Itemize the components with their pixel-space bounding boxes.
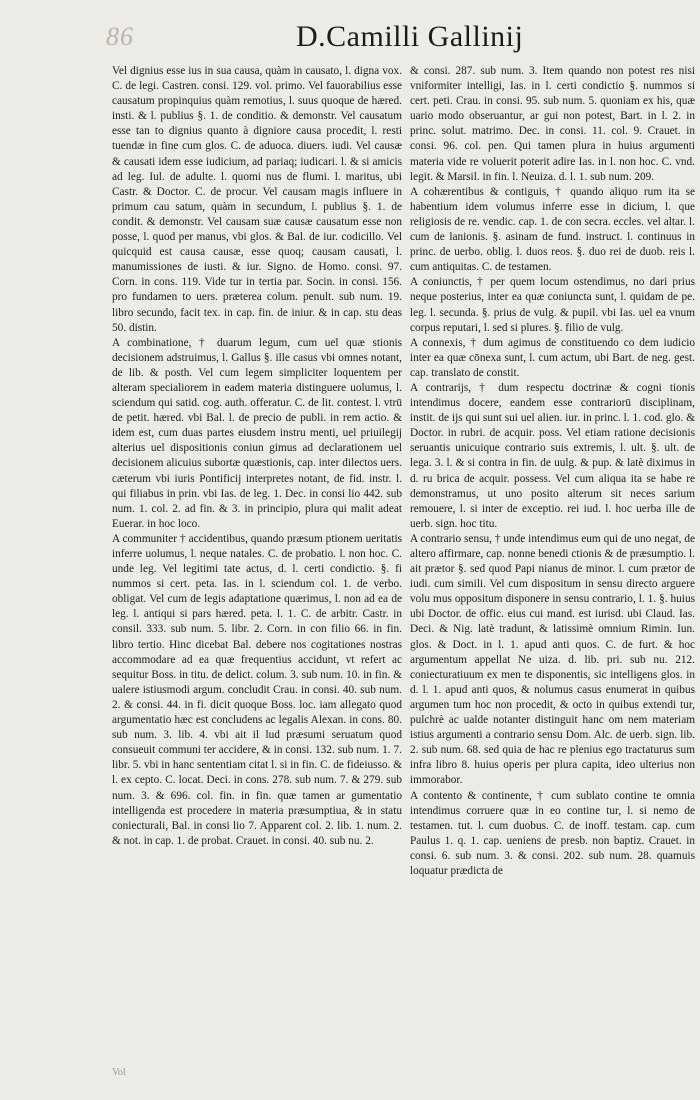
folio-number: 86	[106, 22, 134, 51]
entry-22	[410, 336, 695, 381]
left-column	[112, 64, 402, 1060]
entry-20	[410, 185, 695, 276]
entry-18	[112, 336, 402, 532]
paragraph	[410, 64, 695, 185]
entry-19	[112, 532, 402, 849]
entry-text: A contrarijs, † dum respectu doctrinæ & cogni tionis intendimus docere, eandem esse contrariorū disciplinam, instit. de ijs qui sunt sui uel alien. iur. in princ. l. 1. cod. glo. & Doctor. in rubri. de acquir. poss. Vel etiam ratione decisionis seruantis unicuique contrario suis extremis, l. ult. §. ult. de lega. 3. l. & si contra in fin. de uulg. & pup. & latè diximus in d. ru brica de acquir. possess. Vel cum aliqua ita se habe re demonstramus, ut uno posito alterum sit neces sarium remouere, l. si inter de exceptio. rei iud. l. hoc uerba ille de uerb. sign. hoc titu.	[410, 381, 695, 530]
entry-text: A communiter † accidentibus, quando præsum ptionem ueritatis inferre uolumus, l. neque natales. C. de probatio. l. non hoc. C. unde leg. Vel legitimi tate actus, d. l. certi condictio. §. fi nummos si cert. peta. Ias. in l. sciendum col. 1. de verbo. obligat. Vel cum de legis adaptatione quærimus, l. non ad ea de leg. l. antiqui si pars hæred. peta. l. 1. C. de arbitr. Castr. in consil. 333. sub num. 5. libr. 2. Corn. in con filio 66. in fin. libro tertio. Hinc dicebat Bal. debere nos cogitationes nostras accommodare ad ea quæ frequentius accidunt, vt refert ac sequitur Boss. in titu. de delict. colum. 3. sub num. 10. in fin. & ualere istiusmodi argum. concludit Crau. in consi. 40. sub num. 2. & consi. 44. in fi. dicit quoque Boss. loc. iam allegato quod argumentatio hæc est concludens ac legalis Alexan. in cons. 80. sub num. 3. lib. 4. vbi ait il lud præsumi seruatum quod consueuit communi ter accidere, & in consi. 132. sub num. 1. 7. libr. 5. vbi in hanc sententiam citat l. si in fin. C. de fideiusso. & l. ex cepto. C. locat. Deci. in cons. 278. sub num. 7. & 279. sub num. 3. & 696. col. fin. in fin. quæ tamen ar gumentatio intelligenda est procedere in materia præsumptiua, & in statu coniecturali, Bal. in consi lio 7. Apparent col. 2. lib. 1. num. 2. & not. in cap. 1. de probat. Crauet. in consi. 40. sub nu. 2.	[112, 532, 402, 847]
paragraph	[112, 64, 402, 336]
entry-text: A coniunctis, † per quem locum ostendimus, no dari prius neque posterius, inter ea quæ coniuncta sunt, l. quidam de pe. leg. l. secunda. §. prius de vulg. & pupil. vbi Ias. uel ea vnum corpus reputari, l. sed si plures. §. filio de vulg.	[410, 276, 695, 334]
entry-21	[410, 275, 695, 335]
paragraph-text: Vel dignius esse ius in sua causa, quàm in causato, l. digna vox. C. de legi. Castren. consi. 129. vol. primo. Vel fauorabilius esse causatum propinquius quàm remotius, l. suus quoque de hæred. insti. & l. publius §. 1. de conditio. & demonstr. Vel causatum esse tan to dignius quanto à digniore causa procedit, l. resti tuendæ in fine cum glos. C. de aduoca. diuers. iudi. Vel causæ & causati idem esse iudicium, ad pariaq; iudicari. l. & si amicis ad leg. Iul. de adulte. l. quomi nus de flumi. l. maritus, ubi Castr. & Doctor. C. de procur. Vel causam magis influere in primum cau satum, quàm in secundum, l. publius §. 1. de condit. & demonstr. Vel causam suæ causæ causatum esse non posse, l. quod per manus, vbi glos. & Bal. de iur. codicillo. Vel quicquid est causa causæ, esse quoq; causam causati, l. manumissiones de iusti. & iur. Signo. de Homo. consi. 97. Corn. in cons. 119. Vide tur in tertia par. Socin. in consi. 156. pro fundamen to uers. præterea colum. penult. sub num. 19. libro secundo, facit tex. in cap. fin. de iniur. & in cap. stu deas 50. distin.	[112, 65, 402, 334]
entry-23	[410, 381, 695, 532]
entry-text: A combinatione, † duarum legum, cum uel quæ stionis decisionem adstruimus, l. Gallus §. ille casus vbi omnes notant, de lib. & posth. Vel cum legem simpliciter loquentem per alteram specialiorem in eadem materia distinguere uolumus, l. sciendum qui satid. cog. auth. offeratur. C. de lit. contest. l. vtrū de petit. hæred. vbi Bal. l. de precio de publi. in rem actio. & idem est, cum duas partes eiusdem instru menti, uel priuilegij alterius uel dispositionis coniun gimus ad declarationem uel decisionem alicuius subortæ quæstionis, cap. inter dilectos uers. cæterum vbi iuris Pontificij interpretes notant, de fid. instr. l. qui filiabus in prin. vbi Ias. de leg. 1. Dec. in consi lio 442. sub num. 1. col. 2. ad fin. & 3. in principio, plura qui malit adeat Euerar. in hoc loco.	[112, 336, 402, 530]
entry-25	[410, 789, 695, 880]
entry-text: A contento & continente, † cum sublato contine te omnia intendimus corruere quæ in eo contine tur, l. si nemo de testamen. tut. l. cum duobus. C. de inoff. testam. cap. cum Paulus 1. q. 1. cap. ueniens de presb. non baptiz. Crauet. in consi. 6. sub num. 3. & consi. 202. sub num. 28. quamuis loquatur prædicta de	[410, 789, 695, 877]
entry-24	[410, 532, 695, 789]
paragraph-text: & consi. 287. sub num. 3. Item quando non potest res nisi vniformiter intelligi, Ias. in l. certi condictio §. nummos si cert. peti. Crau. in consi. 95. sub num. 5. quoniam ex his, quæ uario modo obseruantur, ar gui non potest, Bart. in l. 2. in princ. solut. matrimo. Dec. in consi. 11. col. 9. Crauet. in consi. 96. col. pen. Qui tamen plura in huius argumenti materia vide re voluerit poterit adire Ias. in l. non hoc. C. vnd. legit. & Marsil. in fin. l. Neuiza. d. l. 1. sub num. 209.	[410, 65, 695, 183]
catchword: Vol	[112, 1067, 126, 1078]
right-column	[410, 64, 695, 1060]
entry-text: A connexis, † dum agimus de constituendo co dem iudicio inter ea quæ cōnexa sunt, l. cum actum, ubi Bart. de neg. gest. cap. translato de constit.	[410, 336, 695, 379]
running-title: D.Camilli Gallinij	[296, 20, 524, 53]
entry-text: A cohærentibus & contiguis, † quando aliquo rum ita se habentium idem volumus inferre esse in dicium, l. que religiosis de re. vendic. cap. 1. de con secra. eccles. vel altar. l. cum de lanionis. §. asinam de fund. instruct. l. continuus in princ. de uerbo. oblig. l. duos reos. §. duo rei de duob. reis l. cum antiquitas. C. de testamen.	[410, 185, 695, 274]
entry-text: A contrario sensu, † unde intendimus eum qui de uno negat, de altero affirmare, cap. nonne benedi ctionis & de præsumptio. l. ait prætor §. sed quod Papi nianus de minor. l. cum prætor de iudi. cum simili. Vel cum dispositum in sensu directo arguere volu mus oppositum disponere in sensu contrario, l. 1. §. huius ubi Doctor. de offic. eius cui mand. est iurisd. ubi Claud. Ias. Deci. & Nig. latè tradunt, & latissimè omnium Rimin. Iun. glos. & Doct. in l. 1. apud anti quos. C. de furt. & hoc argumentum appellat Ne uiza. d. lib. pri. sub nu. 212. coniecturatiuum ex men te disponentis, sic intelligens glos. in d. l. 1. apud anti quos, & nolumus casus enumerat in quibus argumen tum hoc non procedit, & octo in quibus extendi tur, pulchrè ac ualde notanter distinguit hanc om nem materiam istius argumenti a contrario sensu Dom. Alc. de uerb. sign. lib. 2. sub num. 68. sed quia de hac re plenius ego tractaturus sum infra libro 8. huius operis per plura capita, ideo ulterius non immorabor.	[410, 532, 695, 787]
